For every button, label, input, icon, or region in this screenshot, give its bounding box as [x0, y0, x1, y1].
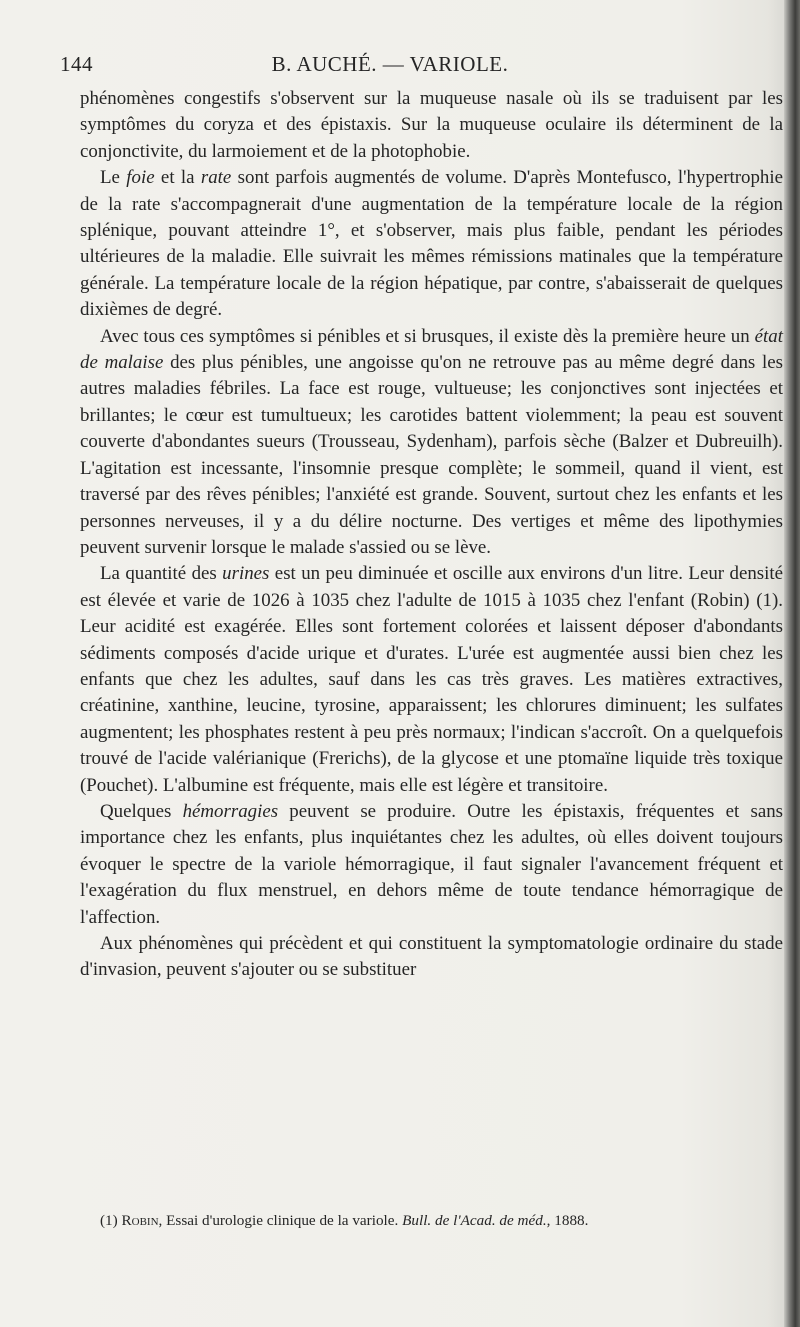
footnote: (1) Robin, Essai d'urologie clinique de la variole. Bull. de l'Acad. de méd., 1888. [100, 1212, 589, 1229]
emphasis-etat-de-malaise: état de malaise [80, 325, 783, 374]
emphasis-foie: foie [126, 167, 155, 189]
paragraph-2: Le foie et la rate sont parfois augmentés de volume. D'après Montefusco, l'hypertrophie de la rate s'accompagnerait d'une augmentation de la température locale de la région splénique, pouvant atteindre 1°, et s'observer, mais plus faible, pendant les périodes ultérieures de la maladie. Elle suivrait les mêmes rémissions matinales que la température générale. La température locale de la région hépatique, par contre, s'abaisserait de quelques dixièmes de degré. [80, 167, 783, 321]
footnote-author: Robin [121, 1212, 159, 1229]
book-spine-edge [784, 0, 800, 1327]
paragraph-4: La quantité des urines est un peu diminuée et oscille aux environs d'un litre. Leur densité est élevée et varie de 1026 à 1035 chez l'adulte de 1015 à 1035 chez l'enfant (Robin) (1). Leur acidité est exagérée. Elles sont fortement colorées et laissent déposer d'abondants sédiments composés d'acide urique et d'urates. L'urée est augmentée aussi bien chez les enfants que chez les adultes, sauf dans les cas très graves. Les matières extractives, créatinine, xanthine, leucine, tyrosine, apparaissent; les chlorures diminuent; les sulfates augmentent; les phosphates restent à peu près normaux; l'indican s'accroît. On a quelquefois trouvé de l'acide valérianique (Frerichs), de la glycose et une ptomaïne liquide très toxique (Pouchet). L'albumine est fréquente, mais elle est légère et transitoire. [80, 563, 784, 796]
emphasis-rate: rate [200, 167, 232, 189]
emphasis-urines: urines [222, 563, 270, 585]
body-text [80, 86, 783, 984]
paragraph-3: Avec tous ces symptômes si pénibles et si brusques, il existe dès la première heure un état de malaise des plus pénibles, une angoisse qu'on ne retrouve pas au même degré dans les autres maladies fébriles. La face est rouge, vultueuse; les conjonctives sont injectées et brillantes; le cœur est tumultueux; les carotides battent violemment; la peau est souvent couverte d'abondantes sueurs (Trousseau, Sydenham), parfois sèche (Balzer et Dubreuilh). L'agitation est incessante, l'insomnie presque complète; le sommeil, quand il vient, est traversé par des rêves pénibles; l'anxiété est grande. Souvent, surtout chez les enfants et les personnes nerveuses, il y a du délire nocturne. Des vertiges et même des lipothymies peuvent survenir lorsque le malade s'assied ou se lève. [80, 325, 783, 558]
page-number: 144 [60, 52, 93, 76]
paragraph-5: Quelques hémorragies peuvent se produire. Outre les épistaxis, fréquentes et sans importance chez les enfants, plus inquiétantes chez les adultes, où elles doivent toujours évoquer le spectre de la variole hémorragique, il faut signaler l'avancement fréquent et l'exagération du flux menstruel, en dehors même de toute tendance hémorragique de l'affection. [80, 800, 783, 928]
running-title: B. AUCHÉ. — VARIOLE. [271, 52, 509, 76]
paragraph-1: phénomènes congestifs s'observent sur la muqueuse nasale où ils se traduisent par les symptômes du coryza et des épistaxis. Sur la muqueuse oculaire ils déterminent de la conjonctivite, du larmoiement et de la photophobie. [80, 88, 783, 162]
paragraph-6: Aux phénomènes qui précèdent et qui constituent la symptomatologie ordinaire du stade d'invasion, peuvent s'ajouter ou se substituer [80, 933, 783, 981]
page-header [60, 52, 720, 78]
emphasis-hemorragies: hémorragies [182, 800, 279, 822]
footnote-journal: Bull. de l'Acad. de méd. [402, 1212, 547, 1229]
